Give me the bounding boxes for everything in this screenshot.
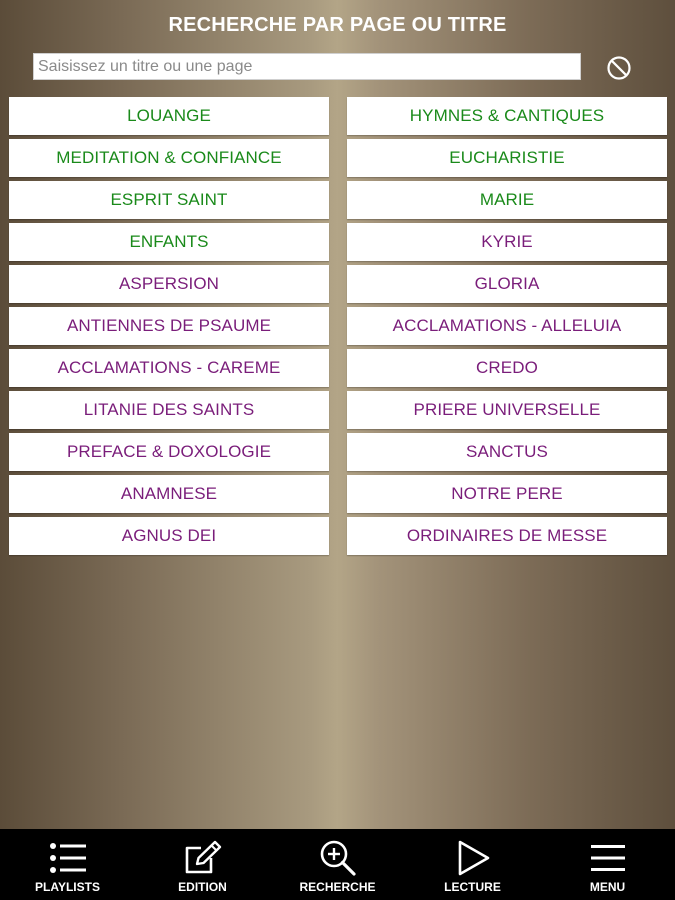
category-credo[interactable]: CREDO (347, 349, 667, 387)
category-acclamations-alleluia[interactable]: ACCLAMATIONS - ALLELUIA (347, 307, 667, 345)
zoom-in-icon (319, 839, 357, 877)
category-notre-pere[interactable]: NOTRE PERE (347, 475, 667, 513)
category-marie[interactable]: MARIE (347, 181, 667, 219)
category-enfants[interactable]: ENFANTS (9, 223, 329, 261)
category-priere-universelle[interactable]: PRIERE UNIVERSELLE (347, 391, 667, 429)
category-eucharistie[interactable]: EUCHARISTIE (347, 139, 667, 177)
nav-edition-label: EDITION (178, 880, 227, 894)
category-sanctus[interactable]: SANCTUS (347, 433, 667, 471)
category-meditation-confiance[interactable]: MEDITATION & CONFIANCE (9, 139, 329, 177)
category-agnus-dei[interactable]: AGNUS DEI (9, 517, 329, 555)
list-icon (49, 841, 87, 875)
nav-edition[interactable] (135, 829, 270, 900)
block-icon (606, 55, 632, 81)
category-anamnese[interactable]: ANAMNESE (9, 475, 329, 513)
nav-lecture[interactable] (405, 829, 540, 900)
nav-lecture-label: LECTURE (444, 880, 501, 894)
category-gloria[interactable]: GLORIA (347, 265, 667, 303)
nav-recherche-label: RECHERCHE (299, 880, 376, 894)
nav-playlists[interactable] (0, 829, 135, 900)
menu-icon (590, 843, 626, 873)
clear-search-button[interactable] (604, 53, 634, 83)
category-ordinaires-de-messe[interactable]: ORDINAIRES DE MESSE (347, 517, 667, 555)
category-acclamations-careme[interactable]: ACCLAMATIONS - CAREME (9, 349, 329, 387)
bottom-nav-bar (0, 829, 675, 900)
nav-menu[interactable] (540, 829, 675, 900)
search-input[interactable] (33, 53, 581, 80)
nav-recherche[interactable] (270, 829, 405, 900)
category-aspersion[interactable]: ASPERSION (9, 265, 329, 303)
category-kyrie[interactable]: KYRIE (347, 223, 667, 261)
nav-playlists-label: PLAYLISTS (35, 880, 100, 894)
page-title: RECHERCHE PAR PAGE OU TITRE (168, 14, 507, 36)
category-louange[interactable]: LOUANGE (9, 97, 329, 135)
play-icon (455, 839, 491, 877)
category-esprit-saint[interactable]: ESPRIT SAINT (9, 181, 329, 219)
category-antiennes-de-psaume[interactable]: ANTIENNES DE PSAUME (9, 307, 329, 345)
category-hymnes-cantiques[interactable]: HYMNES & CANTIQUES (347, 97, 667, 135)
nav-menu-label: MENU (589, 880, 626, 894)
category-grid (9, 97, 667, 555)
category-preface-doxologie[interactable]: PREFACE & DOXOLOGIE (9, 433, 329, 471)
edit-icon (183, 840, 223, 876)
category-litanie-des-saints[interactable]: LITANIE DES SAINTS (9, 391, 329, 429)
